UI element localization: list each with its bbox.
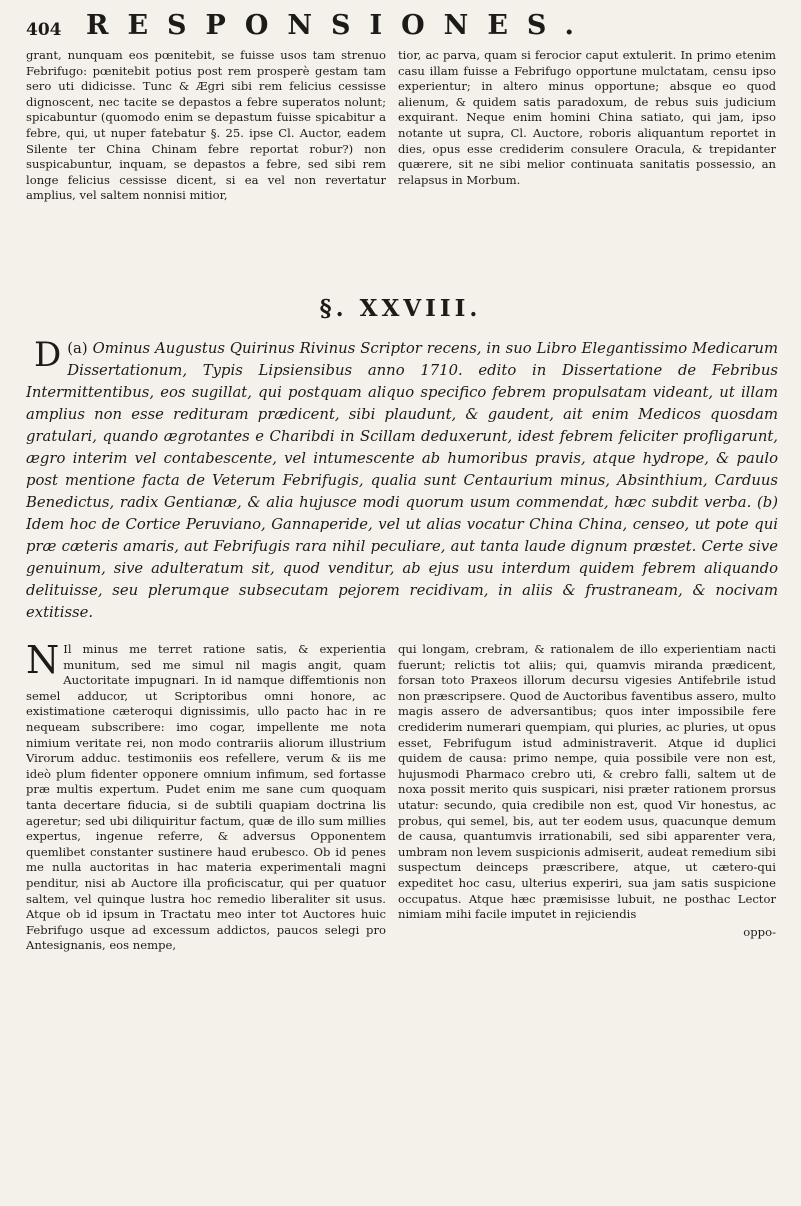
bottom-right-text: qui longam, crebram, & rationalem de illo experientiam nacti fuerunt; relictis tot aliis; qui, quamvis miranda prædicent, forsan toto Praxeos illorum decursu vigesies Antifebrile istud non præscripsere. Quod de Auctoribus faventibus assero, multo magis assero de adversantibus; quos inter impossibile fere crediderim numerari quempiam, qui pluries, ac pluries, ut opus esset, Febrifugum istud administraverit. Atque id duplici quidem de causa: primo nempe, quia possibile vere non est, hujusmodi Pharmaco crebro uti, & crebro falli, saltem ut de noxa possit merito quis suspicari, nisi præter rationem prorsus utatur: secundo, quia credibile non est, quod Vir honestus, ac probus, qui semel, bis, aut ter eodem usus, quacunque demum de causa, quantumvis irrationabili, sed sibi apparenter vera, umbram non levem suspicionis admiserit, audeat remedium sibi suspectum deinceps præscribere, atque, ut cætero-qui expeditet hoc casu, ulterius experiri, sua jam satis suspicione occupatus. Atque hæc præmisisse lubuit, ne posthac Lector nimiam mihi facile imputet in rejiciendis <box>398 642 776 922</box>
bottom-left-column <box>26 642 386 1197</box>
top-right-column <box>398 48 776 283</box>
top-left-text: grant, nunquam eos pœnitebit, se fuisse usos tam strenuo Febrifugo: pœnitebit potius post rem prosperè gestam tam sero uti didicisse. Tunc & Ægri sibi rem felicius cessisse dignoscent, nec tacite se depastos a febre superatos nolunt; spicabuntur (quomodo enim se depastum fuisse spicabitur a febre, qui, ut nuper fatebatur §. 25. ipse Cl. Auctor, eadem Silente ter China Chinam febre reportat robur?) non suspicabuntur, inquam, se depastos a febre, sed sibi rem longe felicius cessisse dicent, si ea vel non revertatur amplius, vel saltem nonnisi mitior, <box>26 48 386 203</box>
top-right-text: tior, ac parva, quam si ferocior caput extulerit. In primo etenim casu illam fuisse a Febrifugo opportune mulctatam, censu ipso experientur; in altero minus opportune; absque eo quod alienum, & quidem satis paradoxum, de rebus suis judicium exquirant. Neque enim homini China satiato, qui jam, ipso notante ut supra, Cl. Auctore, roboris aliquantum reportet in dies, opus esse crediderim consulere Oracula, & trepidanter quærere, sit ne sibi melior continuata sanitatis possessio, an relapsus in Morbum. <box>398 48 776 187</box>
bottom-left-text: Il minus me terret ratione satis, & experientia munitum, sed me simul nil magis angit, quam Auctoritate impugnari. In id namque diffemtionis non semel adducor, ut Scriptoribus omni honore, ac existimatione cæteroqui dignissimis, ullo pacto hac in re nequeam subscribere: imo cogar, impellente me nota nimium veritate rei, non modo contrariis aliorum illustrium Virorum adduc. testimoniis eos refellere, verum & iis me ideò plum fidenter opponere omnium infimum, sed fortasse præ multis expertum. Pudet enim me sane cum quoquam tanta decertare fiducia, si de subtili quapiam doctrina lis ageretur; sed ubi diliquiritur factum, quæ de illo sum millies expertus, ingenue referre, & adversus Opponentem quemlibet constanter sustinere haud erubesco. Ob id penes me nulla auctoritas in hac materia experimentali magni penditur, nisi ab Auctore illa proficiscatur, qui per quatuor saltem, vel quinque lustra hoc remedio liberaliter sit usus. Atque ob id ipsum in Tractatu meo inter tot Auctores huic Febrifugo usque ad excessum addictos, paucos selegi pro Antesignanis, eos nempe, <box>26 642 386 953</box>
running-head: RESPONSIONES. <box>86 10 593 41</box>
quoted-passage <box>26 335 778 624</box>
page-number: 404 <box>26 20 62 40</box>
quote-note-marker: (a) <box>67 340 88 357</box>
quote-drop-cap: D <box>34 335 62 375</box>
initial-capital: N <box>26 642 60 682</box>
catchword: oppo- <box>743 924 776 939</box>
page-header <box>26 8 786 48</box>
quote-text: Ominus Augustus Quirinus Rivinus Scriptor recens, in suo Libro Elegantissimo Medicarum Dissertationum, Typis Lipsiensibus anno 1710. edito in Dissertatione de Febribus Intermittentibus, eos sugillat, qui postquam aliquo specifico febrem propulsatam videant, ut illam amplius non esse redituram prædicent, sibi plaudunt, & gaudent, ait enim Medicos quosdam gratulari, quando ægrotantes e Charibdi in Scillam deduxerunt, idest febrem feliciter profligarunt, ægro interim vel contabescente, vel intumescente ab humoribus pravis, atque hydrope, & paulo post mentione facta de Veterum Febrifugis, qualia sunt Centaurium minus, Absinthium, Carduus Benedictus, radix Gentianæ, & alia hujusce modi quorum usum commendat, hæc subdit verba. (b) Idem hoc de Cortice Peruviano, Gannaperide, vel ut alias vocatur China China, censeo, ut pote qui præ cæteris amaris, aut Febrifugis rara nihil peculiare, aut tanta laude dignum præstet. Certe sive genuinum, sive adulteratum sit, quod venditur, ab ejus usu interdum quidem febrem aliquando delituisse, seu plerumque subsecutam pejorem recidivam, in aliis & frustraneam, & nocivam extitisse. <box>26 340 778 621</box>
top-left-column <box>26 48 386 283</box>
section-title: §. XXVIII. <box>319 295 482 322</box>
bottom-right-column <box>398 642 776 1197</box>
